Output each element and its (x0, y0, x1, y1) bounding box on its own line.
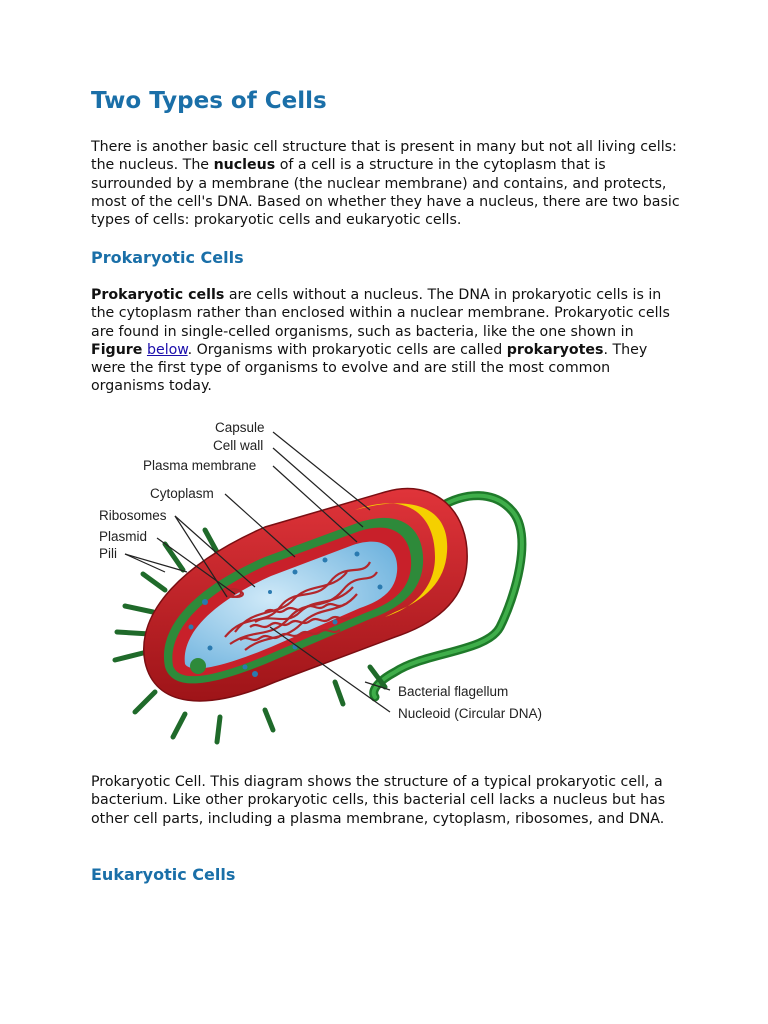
nucleus-term: nucleus (213, 157, 276, 174)
prokaryotes-term: prokaryotes (506, 341, 604, 358)
prokaryotic-cell-diagram (95, 412, 570, 752)
prokaryotic-heading: Prokaryotic Cells (91, 248, 244, 267)
label-flagellum: Bacterial flagellum (398, 684, 509, 699)
label-plasmid: Plasmid (99, 529, 148, 544)
figure-caption: Prokaryotic Cell. This diagram shows the structure of a typical prokaryotic cell, a bacterium. Like other prokaryotic cells, this bacterial cell lacks a nucleus but has other cell parts, including a plasma membrane, cytoplasm, ribosomes, and DNA. (91, 774, 666, 827)
intro-text-1: There is another basic cell structure that is present in many but not all living cells: the nucleus. The (91, 139, 677, 174)
intro-paragraph (91, 138, 681, 229)
label-nucleoid: Nucleoid (Circular DNA) (398, 706, 543, 721)
page-title: Two Types of Cells (91, 88, 327, 114)
inclusion-granule (190, 658, 206, 674)
label-plasma-membrane: Plasma membrane (143, 458, 257, 473)
below-link[interactable]: below (146, 341, 188, 358)
prok-text-4: . They were the first type of organisms to evolve and are still the most common organisms today. (91, 341, 648, 395)
prok-text-1: are cells without a nucleus. The DNA in prokaryotic cells is in the cytoplasm rather than enclosed within a nuclear membrane. Prokaryotic cells are found in single-celled organisms, such as bacteria, like the one shown in (91, 287, 670, 340)
intro-text-2: of a cell is a structure in the cytoplasm that is surrounded by a membrane (the nuclear membrane) and contains, and protects, most of the cell's DNA. Based on whether they have a nucleus, there are two basic types of cells: prokaryotic cells and eukaryotic cells. (91, 157, 680, 229)
label-capsule: Capsule (215, 420, 265, 435)
figure-term: Figure (91, 341, 143, 358)
label-ribosomes: Ribosomes (99, 508, 167, 523)
prokaryotic-cells-term: Prokaryotic cells (91, 287, 225, 303)
eukaryotic-heading: Eukaryotic Cells (91, 865, 236, 884)
prok-text-3: . Organisms with prokaryotic cells are called (187, 341, 507, 358)
label-cell-wall: Cell wall (213, 438, 264, 453)
label-cytoplasm: Cytoplasm (150, 486, 214, 501)
prokaryotic-paragraph (91, 286, 681, 396)
label-pili: Pili (99, 546, 118, 561)
